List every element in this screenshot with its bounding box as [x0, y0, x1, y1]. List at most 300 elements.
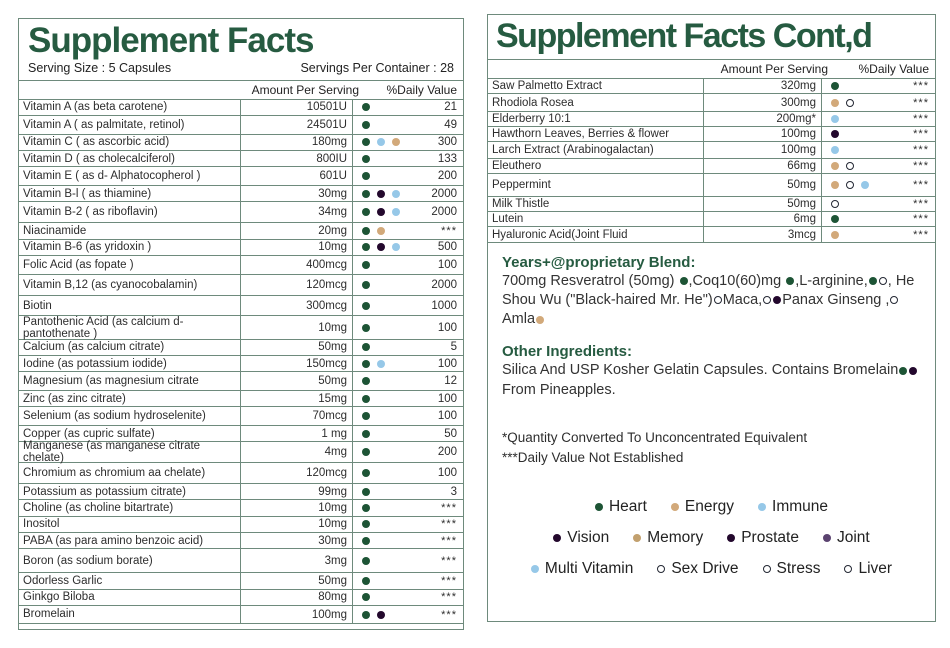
- row-markers-and-value: [353, 533, 463, 548]
- table-row: [19, 549, 463, 573]
- ingredient-name: Saw Palmetto Extract: [488, 79, 704, 93]
- green-dot-icon: [362, 155, 370, 163]
- ingredient-amount: 50mg: [241, 340, 353, 355]
- ingredient-amount: 10mg: [241, 500, 353, 515]
- column-header-row: [19, 81, 463, 100]
- darkpurple-dot-icon: [909, 367, 917, 375]
- ingredient-amount: 300mcg: [241, 296, 353, 315]
- table-row: [19, 167, 463, 186]
- ingredient-name: Chromium as chromium aa chelate): [19, 463, 241, 483]
- ingredient-amount: 34mg: [241, 202, 353, 222]
- open-dot-icon: [846, 181, 854, 189]
- joint-dot-icon: [823, 534, 831, 542]
- ingredient-amount: 30mg: [241, 186, 353, 201]
- amount-column-header: Amount Per Serving: [720, 62, 828, 77]
- legend-label: Memory: [647, 529, 704, 547]
- row-markers-and-value: [822, 174, 935, 195]
- table-row: [19, 316, 463, 339]
- ingredient-name: Manganese (as manganese citrate chelate): [19, 442, 241, 462]
- green-dot-icon: [362, 520, 370, 528]
- text-segment: ,L-arginine,: [795, 273, 868, 290]
- daily-value: 3: [450, 485, 457, 498]
- green-dot-icon: [362, 208, 370, 216]
- ingredient-amount: 70mcg: [241, 407, 353, 425]
- proprietary-blend-body: [502, 272, 921, 329]
- green-dot-icon: [362, 302, 370, 310]
- green-dot-icon: [362, 395, 370, 403]
- ingredient-amount: 100mg: [241, 606, 353, 623]
- category-dots: [362, 227, 385, 235]
- legend-item: [553, 529, 609, 547]
- page-title-contd: Supplement Facts Cont,d: [496, 17, 872, 55]
- legend-item: [595, 498, 647, 516]
- daily-value: 5: [450, 341, 457, 354]
- ingredient-amount: 66mg: [704, 159, 822, 173]
- daily-value: ***: [913, 197, 929, 210]
- daily-value: 100: [437, 392, 457, 405]
- blue-dot-icon: [831, 146, 839, 154]
- ingredient-amount: 4mg: [241, 442, 353, 462]
- green-dot-icon: [595, 503, 603, 511]
- daily-value-column-header: %Daily Value: [858, 62, 929, 77]
- footnote-daily-value: ***Daily Value Not Established: [502, 449, 684, 465]
- text-segment: ,Coq10(60)mg: [688, 273, 786, 290]
- row-markers-and-value: [822, 227, 935, 242]
- table-row: [19, 151, 463, 167]
- daily-value: 50: [444, 427, 457, 440]
- category-dots: [831, 231, 839, 239]
- green-dot-icon: [786, 277, 794, 285]
- category-dots: [362, 577, 370, 585]
- table-row: [488, 112, 935, 127]
- text-segment: 700mg Resveratrol (50mg): [502, 273, 679, 290]
- ingredient-name: Peppermint: [488, 174, 704, 195]
- category-dots: [362, 469, 370, 477]
- other-ingredients-body: [502, 361, 921, 399]
- ingredient-amount: 100mg: [704, 142, 822, 158]
- right-panel-content: [488, 243, 935, 621]
- category-dots: [362, 537, 370, 545]
- tan-dot-icon: [831, 99, 839, 107]
- green-dot-icon: [362, 227, 370, 235]
- row-markers-and-value: [353, 186, 463, 201]
- open-dot-icon: [890, 296, 898, 304]
- daily-value: 100: [437, 357, 457, 370]
- category-dots: [831, 200, 839, 208]
- category-dots: [362, 611, 385, 619]
- ingredient-amount: 15mg: [241, 391, 353, 406]
- daily-value: ***: [913, 213, 929, 226]
- table-row: [19, 223, 463, 239]
- green-dot-icon: [362, 138, 370, 146]
- ingredient-amount: 10mg: [241, 517, 353, 532]
- table-row: [488, 142, 935, 159]
- category-dots: [362, 557, 370, 565]
- ingredient-amount: 50mg: [704, 197, 822, 211]
- daily-value: ***: [441, 575, 457, 588]
- table-row: [19, 240, 463, 256]
- category-dots: [362, 324, 370, 332]
- table-row: [19, 275, 463, 296]
- ingredient-name: Niacinamide: [19, 223, 241, 238]
- ingredient-amount: 10mg: [241, 240, 353, 255]
- blue-dot-icon: [377, 360, 385, 368]
- table-row: [19, 590, 463, 606]
- daily-value: ***: [913, 160, 929, 173]
- table-row: [19, 116, 463, 135]
- daily-value: 100: [437, 259, 457, 272]
- table-row: [19, 372, 463, 391]
- daily-value: ***: [913, 144, 929, 157]
- row-markers-and-value: [822, 142, 935, 158]
- blue-dot-icon: [392, 243, 400, 251]
- category-dots: [831, 146, 839, 154]
- amount-column-header: Amount Per Serving: [251, 82, 359, 97]
- row-markers-and-value: [353, 202, 463, 222]
- row-markers-and-value: [353, 549, 463, 572]
- green-dot-icon: [362, 577, 370, 585]
- daily-value: ***: [441, 224, 457, 237]
- table-row: [488, 94, 935, 111]
- legend-label: Prostate: [741, 529, 799, 547]
- other-ingredients-heading: Other Ingredients:: [502, 343, 633, 361]
- green-dot-icon: [362, 488, 370, 496]
- text-segment: Maca,: [722, 292, 763, 309]
- darkpurple-dot-icon: [727, 534, 735, 542]
- ingredient-amount: 50mg: [704, 174, 822, 195]
- legend-label: Heart: [608, 498, 647, 516]
- ingredient-name: Vitamin D ( as cholecalciferol): [19, 151, 241, 166]
- legend-item: [763, 560, 821, 578]
- daily-value: ***: [441, 608, 457, 621]
- category-dot-legend: [502, 498, 921, 578]
- row-markers-and-value: [353, 484, 463, 499]
- legend-label: Energy: [684, 498, 735, 516]
- daily-value: ***: [913, 128, 929, 141]
- row-markers-and-value: [353, 517, 463, 532]
- text-segment: Amla: [502, 311, 536, 328]
- ingredient-amount: 800IU: [241, 151, 353, 166]
- ingredient-amount: 6mg: [704, 212, 822, 226]
- open-dot-icon: [844, 565, 852, 573]
- ingredient-name: Zinc (as zinc citrate): [19, 391, 241, 406]
- green-dot-icon: [362, 504, 370, 512]
- blue-dot-icon: [531, 565, 539, 573]
- green-dot-icon: [362, 557, 370, 565]
- daily-value: 300: [437, 136, 457, 149]
- table-row: [19, 606, 463, 624]
- green-dot-icon: [362, 281, 370, 289]
- blue-dot-icon: [392, 190, 400, 198]
- column-header-row: [488, 60, 935, 79]
- table-row: [19, 202, 463, 223]
- green-dot-icon: [362, 537, 370, 545]
- category-dots: [831, 215, 839, 223]
- table-row: [19, 442, 463, 463]
- tan-dot-icon: [377, 227, 385, 235]
- ingredient-name: Vitamin A ( as palmitate, retinol): [19, 116, 241, 134]
- supplement-facts-panel: [18, 18, 464, 630]
- daily-value: ***: [441, 518, 457, 531]
- ingredient-name: Bromelain: [19, 606, 241, 623]
- tan-dot-icon: [831, 181, 839, 189]
- daily-value: 2000: [431, 187, 457, 200]
- page-title: Supplement Facts: [28, 21, 314, 60]
- open-dot-icon: [846, 162, 854, 170]
- footnotes: [502, 428, 921, 469]
- daily-value: 2000: [431, 279, 457, 292]
- ingredient-amount: 10501U: [241, 100, 353, 115]
- legend-label: Liver: [858, 560, 893, 578]
- daily-value: 2000: [431, 206, 457, 219]
- ingredient-amount: 180mg: [241, 135, 353, 150]
- table-row: [19, 573, 463, 589]
- ingredient-name: Hyaluronic Acid(Joint Fluid: [488, 227, 704, 242]
- legend-row: [531, 560, 892, 578]
- row-markers-and-value: [353, 151, 463, 166]
- ingredient-name: Elderberry 10:1: [488, 112, 704, 126]
- row-markers-and-value: [353, 590, 463, 605]
- servings-per-container-text: Servings Per Container : 28: [300, 60, 454, 75]
- category-dots: [362, 103, 370, 111]
- daily-value: 12: [444, 375, 457, 388]
- legend-row: [553, 529, 869, 547]
- ingredient-amount: 320mg: [704, 79, 822, 93]
- blue-dot-icon: [861, 181, 869, 189]
- legend-label: Joint: [836, 529, 870, 547]
- open-dot-icon: [763, 296, 771, 304]
- category-dots: [831, 115, 839, 123]
- table-row: [19, 135, 463, 151]
- right-table-rows: [488, 79, 935, 243]
- legend-item: [657, 560, 738, 578]
- open-dot-icon: [831, 200, 839, 208]
- ingredient-name: Lutein: [488, 212, 704, 226]
- ingredient-name: Odorless Garlic: [19, 573, 241, 588]
- serving-info-row: [19, 60, 463, 81]
- tan-dot-icon: [536, 316, 544, 324]
- ingredient-amount: 30mg: [241, 533, 353, 548]
- green-dot-icon: [869, 277, 877, 285]
- serving-size-text: Serving Size : 5 Capsules: [28, 60, 172, 75]
- open-dot-icon: [657, 565, 665, 573]
- daily-value-column-header: %Daily Value: [386, 82, 457, 97]
- darkpurple-dot-icon: [831, 130, 839, 138]
- table-row: [488, 227, 935, 243]
- row-markers-and-value: [353, 240, 463, 255]
- green-dot-icon: [362, 611, 370, 619]
- row-markers-and-value: [353, 275, 463, 295]
- row-markers-and-value: [822, 197, 935, 211]
- green-dot-icon: [831, 82, 839, 90]
- title-row: [488, 15, 935, 60]
- row-markers-and-value: [822, 79, 935, 93]
- daily-value: 133: [437, 152, 457, 165]
- ingredient-name: Vitamin B-2 ( as riboflavin): [19, 202, 241, 222]
- open-dot-icon: [846, 99, 854, 107]
- row-markers-and-value: [353, 463, 463, 483]
- row-markers-and-value: [353, 442, 463, 462]
- darkpurple-dot-icon: [377, 243, 385, 251]
- legend-label: Multi Vitamin: [544, 560, 634, 578]
- ingredient-amount: 80mg: [241, 590, 353, 605]
- daily-value: 200: [437, 170, 457, 183]
- daily-value: 21: [444, 101, 457, 114]
- proprietary-blend-section: [502, 254, 921, 329]
- text-segment: Panax Ginseng ,: [782, 292, 890, 309]
- ingredient-name: Vitamin E ( as d- Alphatocopherol ): [19, 167, 241, 185]
- category-dots: [362, 190, 400, 198]
- row-markers-and-value: [353, 407, 463, 425]
- daily-value: ***: [913, 80, 929, 93]
- blue-dot-icon: [392, 208, 400, 216]
- footnote-quantity: *Quantity Converted To Unconcentrated Equivalent: [502, 429, 808, 445]
- ingredient-name: Rhodiola Rosea: [488, 94, 704, 110]
- text-segment: Silica And USP Kosher Gelatin Capsules. Contains Bromelain: [502, 362, 899, 379]
- row-markers-and-value: [353, 256, 463, 274]
- other-ingredients-section: [502, 343, 921, 399]
- blue-dot-icon: [758, 503, 766, 511]
- ingredient-amount: 3mg: [241, 549, 353, 572]
- legend-label: Sex Drive: [671, 560, 739, 578]
- row-markers-and-value: [353, 391, 463, 406]
- daily-value: ***: [441, 534, 457, 547]
- ingredient-name: Copper (as cupric sulfate): [19, 426, 241, 441]
- supplement-facts-contd-panel: [487, 14, 936, 622]
- legend-item: [758, 498, 828, 516]
- daily-value: 100: [437, 467, 457, 480]
- ingredient-name: Inositol: [19, 517, 241, 532]
- green-dot-icon: [362, 343, 370, 351]
- ingredient-name: Magnesium (as magnesium citrate: [19, 372, 241, 390]
- ingredient-amount: 10mg: [241, 316, 353, 338]
- ingredient-amount: 120mcg: [241, 463, 353, 483]
- legend-item: [531, 560, 633, 578]
- table-row: [19, 500, 463, 516]
- ingredient-name: Biotin: [19, 296, 241, 315]
- category-dots: [362, 488, 370, 496]
- ingredient-name: PABA (as para amino benzoic acid): [19, 533, 241, 548]
- row-markers-and-value: [822, 159, 935, 173]
- category-dots: [362, 593, 370, 601]
- row-markers-and-value: [353, 116, 463, 134]
- ingredient-amount: 3mcg: [704, 227, 822, 242]
- ingredient-amount: 99mg: [241, 484, 353, 499]
- row-markers-and-value: [353, 296, 463, 315]
- ingredient-name: Vitamin B,12 (as cyanocobalamin): [19, 275, 241, 295]
- daily-value: ***: [913, 96, 929, 109]
- table-row: [488, 212, 935, 227]
- category-dots: [362, 430, 370, 438]
- ingredient-name: Milk Thistle: [488, 197, 704, 211]
- category-dots: [362, 412, 370, 420]
- tan-dot-icon: [392, 138, 400, 146]
- table-row: [19, 533, 463, 549]
- row-markers-and-value: [822, 94, 935, 110]
- daily-value: 500: [437, 241, 457, 254]
- daily-value: 100: [437, 410, 457, 423]
- darkpurple-dot-icon: [553, 534, 561, 542]
- left-table-rows: [19, 100, 463, 624]
- category-dots: [362, 520, 370, 528]
- category-dots: [362, 302, 370, 310]
- category-dots: [831, 130, 839, 138]
- table-row: [488, 159, 935, 174]
- category-dots: [362, 377, 370, 385]
- ingredient-amount: 601U: [241, 167, 353, 185]
- category-dots: [831, 99, 854, 107]
- category-dots: [362, 155, 370, 163]
- green-dot-icon: [362, 172, 370, 180]
- row-markers-and-value: [353, 606, 463, 623]
- green-dot-icon: [362, 412, 370, 420]
- table-row: [488, 174, 935, 196]
- ingredient-name: Boron (as sodium borate): [19, 549, 241, 572]
- ingredient-name: Hawthorn Leaves, Berries & flower: [488, 127, 704, 141]
- tan-dot-icon: [831, 162, 839, 170]
- green-dot-icon: [362, 243, 370, 251]
- green-dot-icon: [362, 430, 370, 438]
- blue-dot-icon: [377, 138, 385, 146]
- ingredient-name: Vitamin B-l ( as thiamine): [19, 186, 241, 201]
- table-row: [19, 100, 463, 116]
- legend-item: [844, 560, 892, 578]
- legend-item: [671, 498, 734, 516]
- ingredient-amount: 1 mg: [241, 426, 353, 441]
- ingredient-amount: 120mcg: [241, 275, 353, 295]
- green-dot-icon: [362, 261, 370, 269]
- category-dots: [362, 281, 370, 289]
- category-dots: [362, 448, 370, 456]
- daily-value: 100: [437, 321, 457, 334]
- green-dot-icon: [362, 103, 370, 111]
- daily-value: 49: [444, 118, 457, 131]
- row-markers-and-value: [353, 573, 463, 588]
- ingredient-amount: 150mcg: [241, 356, 353, 371]
- daily-value: ***: [441, 554, 457, 567]
- ingredient-amount: 50mg: [241, 372, 353, 390]
- ingredient-name: Selenium (as sodium hydroselenite): [19, 407, 241, 425]
- table-row: [19, 296, 463, 316]
- category-dots: [362, 504, 370, 512]
- legend-label: Vision: [567, 529, 610, 547]
- daily-value: ***: [441, 502, 457, 515]
- open-dot-icon: [879, 277, 887, 285]
- ingredient-name: Vitamin B-6 (as yridoxin ): [19, 240, 241, 255]
- daily-value: ***: [913, 112, 929, 125]
- category-dots: [362, 360, 385, 368]
- darkpurple-dot-icon: [773, 296, 781, 304]
- category-dots: [362, 138, 400, 146]
- table-row: [19, 256, 463, 275]
- table-row: [19, 484, 463, 500]
- memory-dot-icon: [633, 534, 641, 542]
- ingredient-name: Calcium (as calcium citrate): [19, 340, 241, 355]
- green-dot-icon: [362, 324, 370, 332]
- row-markers-and-value: [353, 100, 463, 115]
- legend-label: Stress: [776, 560, 821, 578]
- legend-row: [595, 498, 828, 516]
- green-dot-icon: [362, 377, 370, 385]
- daily-value: ***: [913, 228, 929, 241]
- table-row: [488, 197, 935, 212]
- row-markers-and-value: [353, 356, 463, 371]
- category-dots: [362, 243, 400, 251]
- category-dots: [362, 395, 370, 403]
- table-row: [19, 356, 463, 372]
- ingredient-name: Larch Extract (Arabinogalactan): [488, 142, 704, 158]
- table-row: [19, 517, 463, 533]
